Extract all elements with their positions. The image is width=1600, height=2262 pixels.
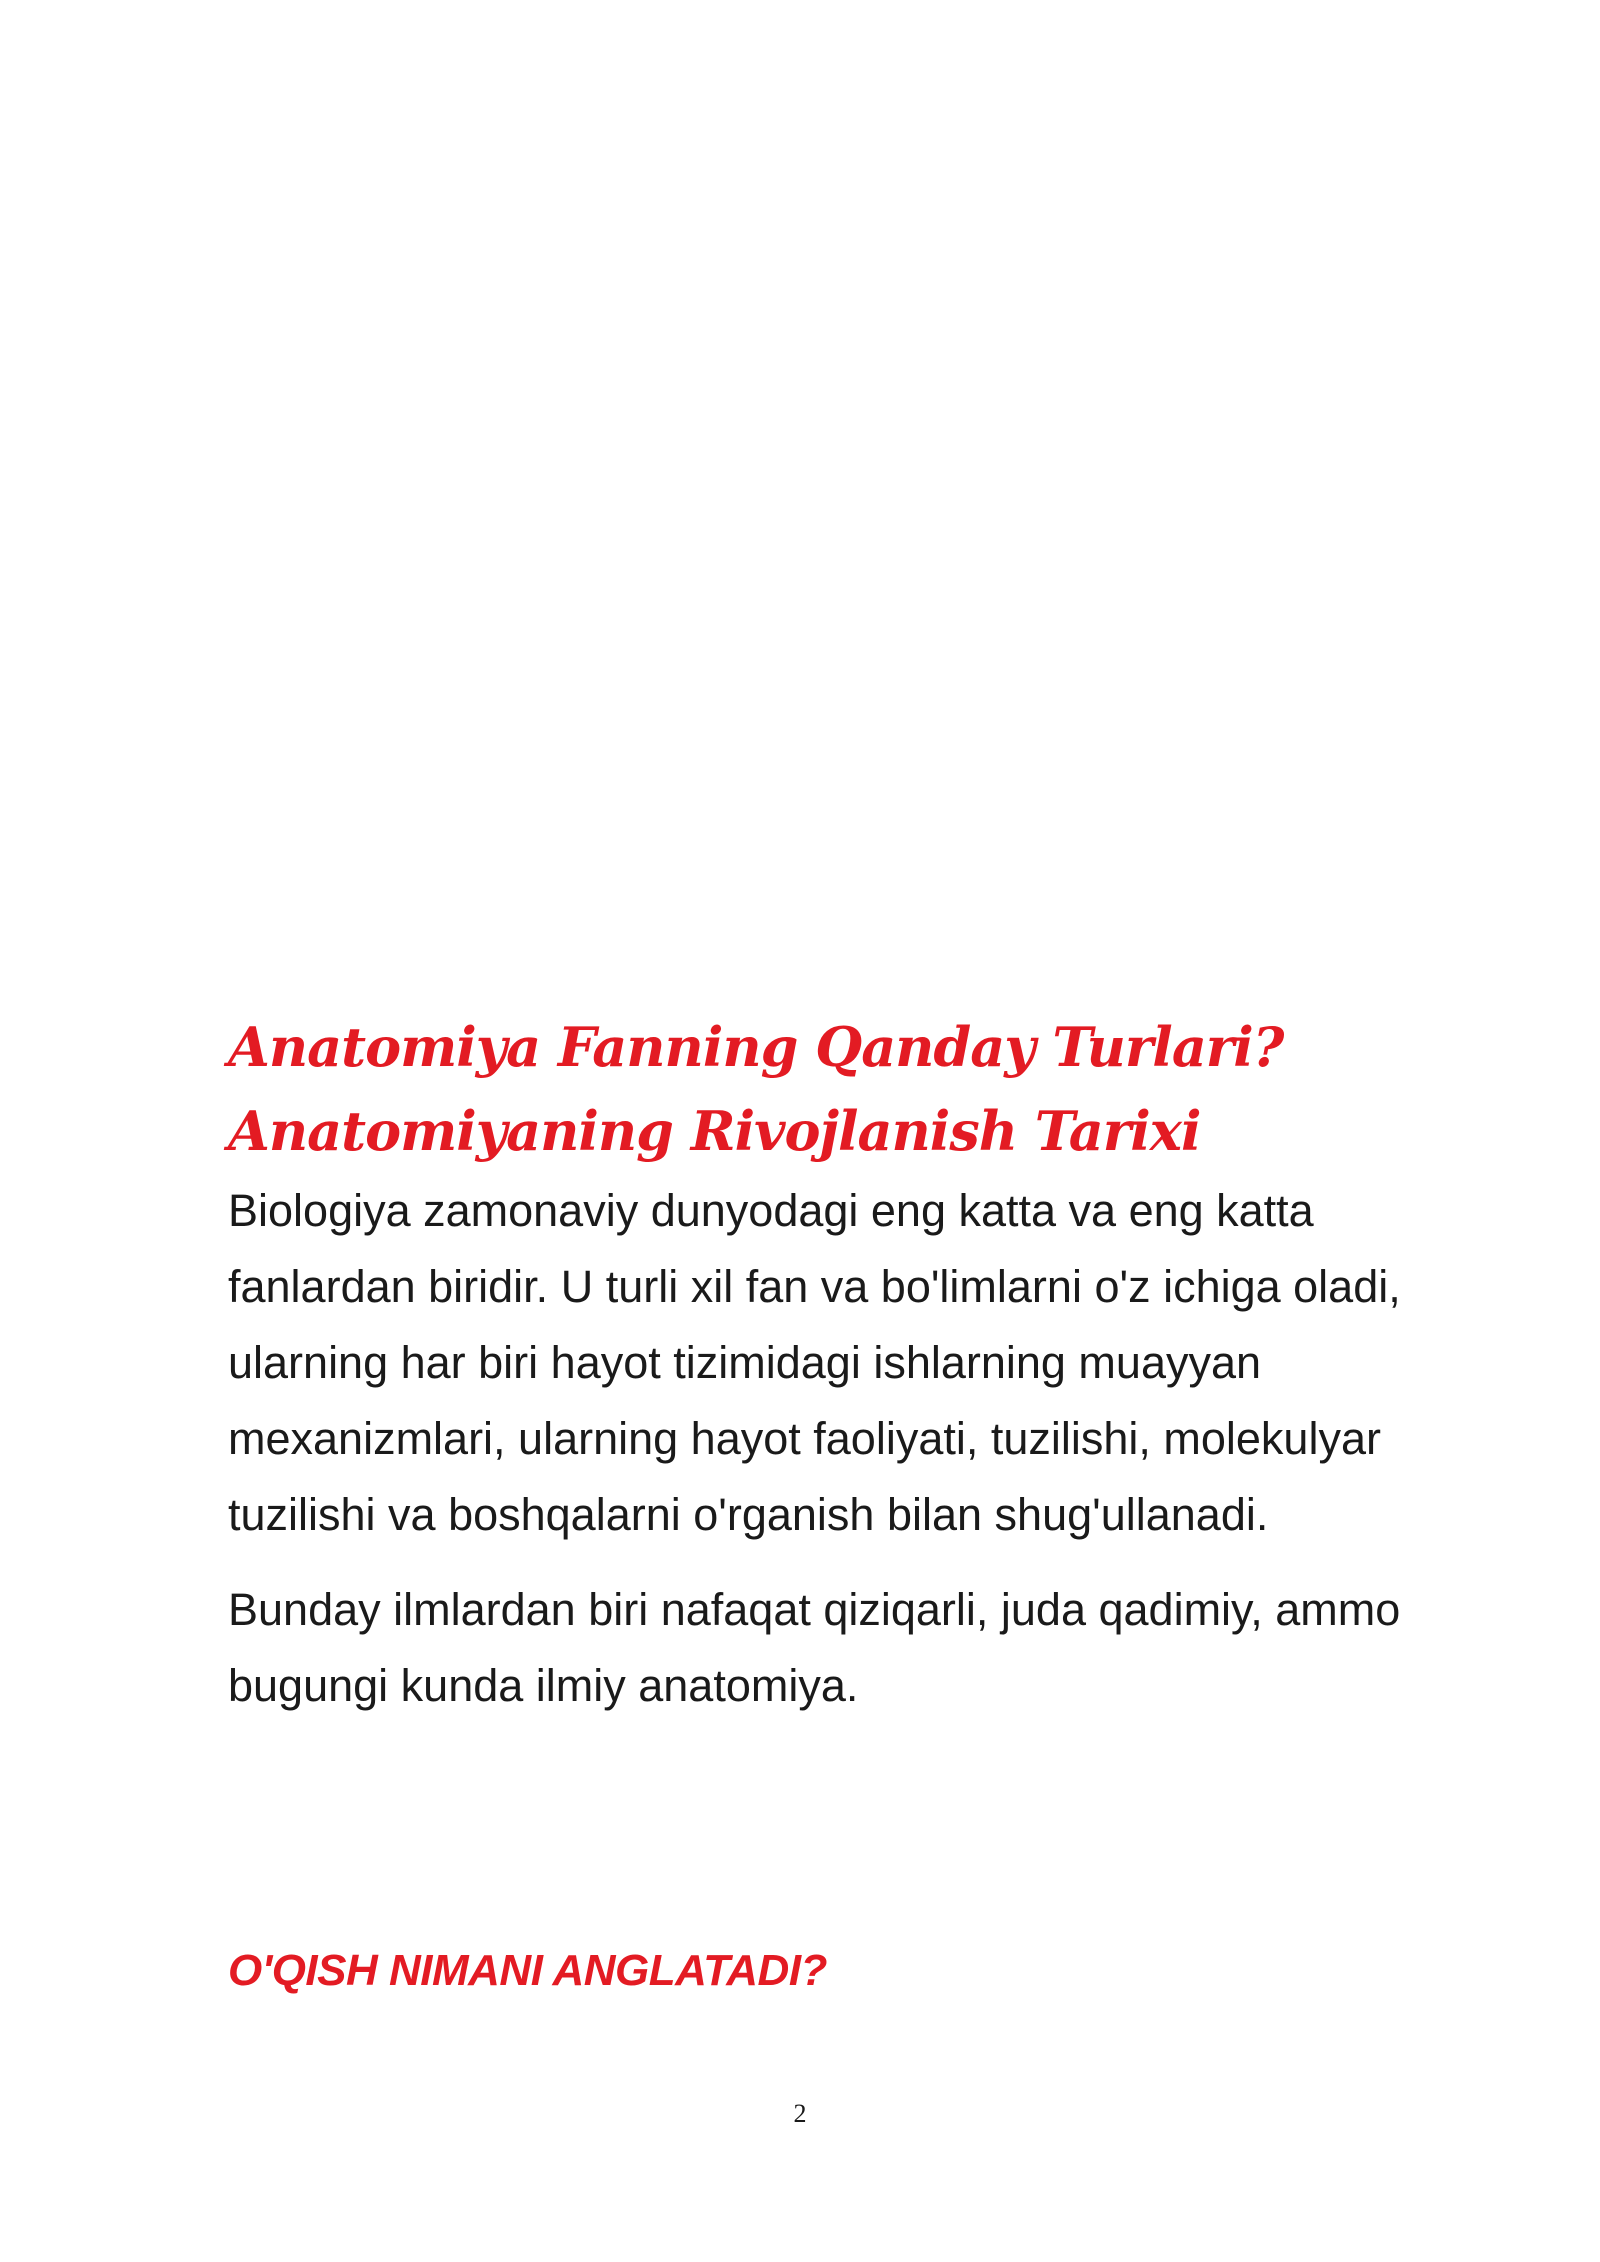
page-title-line-2: Anatomiyaning Rivojlanish Tarixi: [228, 1099, 1201, 1163]
page-content: [228, 1005, 1488, 1724]
page-number: 2: [793, 2099, 807, 2128]
body-paragraph-2: Bunday ilmlardan biri nafaqat qiziqarli, juda qadimiy, ammo bugungi kunda ilmiy anatomiya.: [228, 1584, 1401, 1711]
page-title-line-1: Anatomiya Fanning Qanday Turlari?: [228, 1015, 1284, 1079]
section-subheading: O'QISH NIMANI ANGLATADI?: [228, 1946, 827, 1995]
body-paragraph-1: Biologiya zamonaviy dunyodagi eng katta va eng katta fanlardan biridir. U turli xil fan va bo'limlarni o'z ichiga oladi, ularning har biri hayot tizimidagi ishlarning muayyan mexanizmlari, ularning hayot faoliyati, tuzilishi, molekulyar tuzilishi va boshqalarni o'rganish bilan shug'ullanadi.: [228, 1185, 1401, 1540]
